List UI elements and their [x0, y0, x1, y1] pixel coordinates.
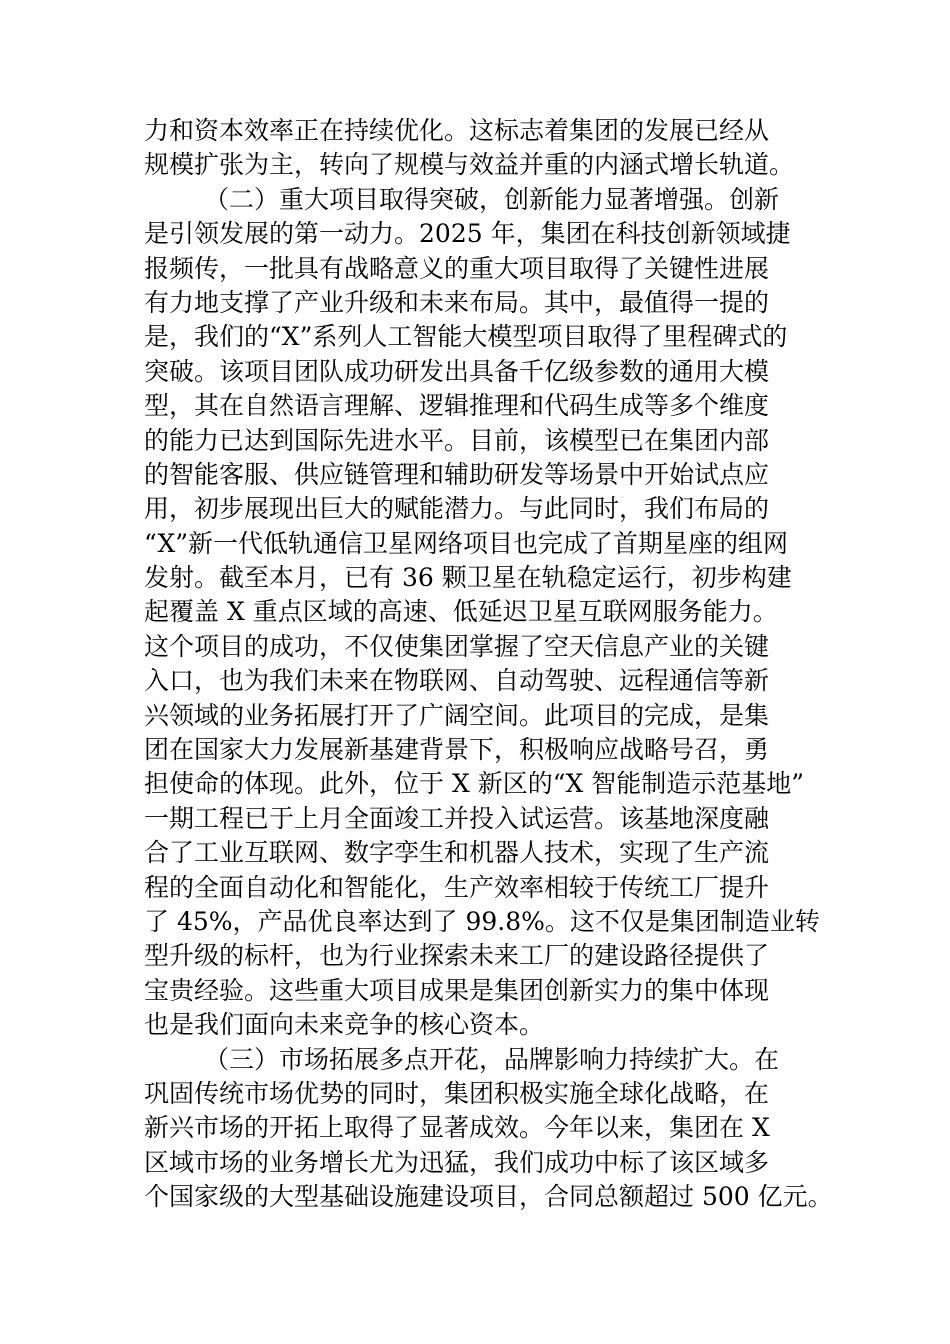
text-line: 区域市场的业务增长尤为迅猛，我们成功中标了该区域多 — [144, 1147, 770, 1177]
text-line: 是引领发展的第一动力。2025 年，集团在科技创新领域捷 — [144, 219, 791, 249]
text-line: 突破。该项目团队成功研发出具备千亿级参数的通用大模 — [144, 356, 770, 386]
text-line: 用，初步展现出巨大的赋能潜力。与此同时，我们布局的 — [144, 494, 770, 524]
text-line: 发射。截至本月，已有 36 颗卫星在轨稳定运行，初步构建 — [144, 563, 792, 593]
text-line: 的智能客服、供应链管理和辅助研发等场景中开始试点应 — [144, 459, 770, 489]
text-line: 力和资本效率正在持续优化。这标志着集团的发展已经从 — [144, 116, 770, 145]
section-heading-line: （三）市场拓展多点开花，品牌影响力持续扩大。在 — [204, 1044, 780, 1074]
body-text — [144, 114, 834, 1215]
text-line: 宝贵经验。这些重大项目成果是集团创新实力的集中体现 — [144, 975, 770, 1005]
text-line: 一期工程已于上月全面竣工并投入试运营。该基地深度融 — [144, 803, 770, 833]
text-line: 入口，也为我们未来在物联网、自动驾驶、远程通信等新 — [144, 666, 770, 696]
text-line: 起覆盖 X 重点区域的高速、低延迟卫星互联网服务能力。 — [144, 597, 778, 627]
text-line: 程的全面自动化和智能化，生产效率相较于传统工厂提升 — [144, 872, 770, 902]
text-line: 这个项目的成功，不仅使集团掌握了空天信息产业的关键 — [144, 631, 770, 661]
text-line: 兴领域的业务拓展打开了广阔空间。此项目的完成，是集 — [144, 700, 770, 730]
section-heading-line: （二）重大项目取得突破，创新能力显著增强。创新 — [204, 184, 780, 214]
text-line: 型，其在自然语言理解、逻辑推理和代码生成等多个维度 — [144, 391, 770, 421]
text-line: 也是我们面向未来竞争的核心资本。 — [144, 1010, 545, 1040]
text-line: 了 45%，产品优良率达到了 99.8%。这不仅是集团制造业转 — [144, 906, 820, 936]
text-line: 巩固传统市场优势的同时，集团积极实施全球化战略，在 — [144, 1078, 770, 1108]
text-line: 规模扩张为主，转向了规模与效益并重的内涵式增长轨道。 — [144, 150, 795, 180]
text-line: 新兴市场的开拓上取得了显著成效。今年以来，集团在 X — [144, 1113, 770, 1143]
text-line: 是，我们的“X”系列人工智能大模型项目取得了里程碑式的 — [144, 322, 788, 352]
text-line: 报频传，一批具有战略意义的重大项目取得了关键性进展 — [144, 253, 770, 283]
text-line: 有力地支撑了产业升级和未来布局。其中，最值得一提的 — [144, 287, 770, 317]
text-line: 的能力已达到国际先进水平。目前，该模型已在集团内部 — [144, 425, 770, 455]
text-line: 担使命的体现。此外，位于 X 新区的“X 智能制造示范基地” — [144, 769, 804, 799]
text-line: 个国家级的大型基础设施建设项目，合同总额超过 500 亿元。 — [144, 1182, 833, 1212]
text-line: 型升级的标杆，也为行业探索未来工厂的建设路径提供了 — [144, 941, 770, 971]
text-line: 合了工业互联网、数字孪生和机器人技术，实现了生产流 — [144, 838, 770, 868]
text-line: “X”新一代低轨通信卫星网络项目也完成了首期星座的组网 — [144, 528, 789, 558]
text-line: 团在国家大力发展新基建背景下，积极响应战略号召，勇 — [144, 735, 770, 765]
